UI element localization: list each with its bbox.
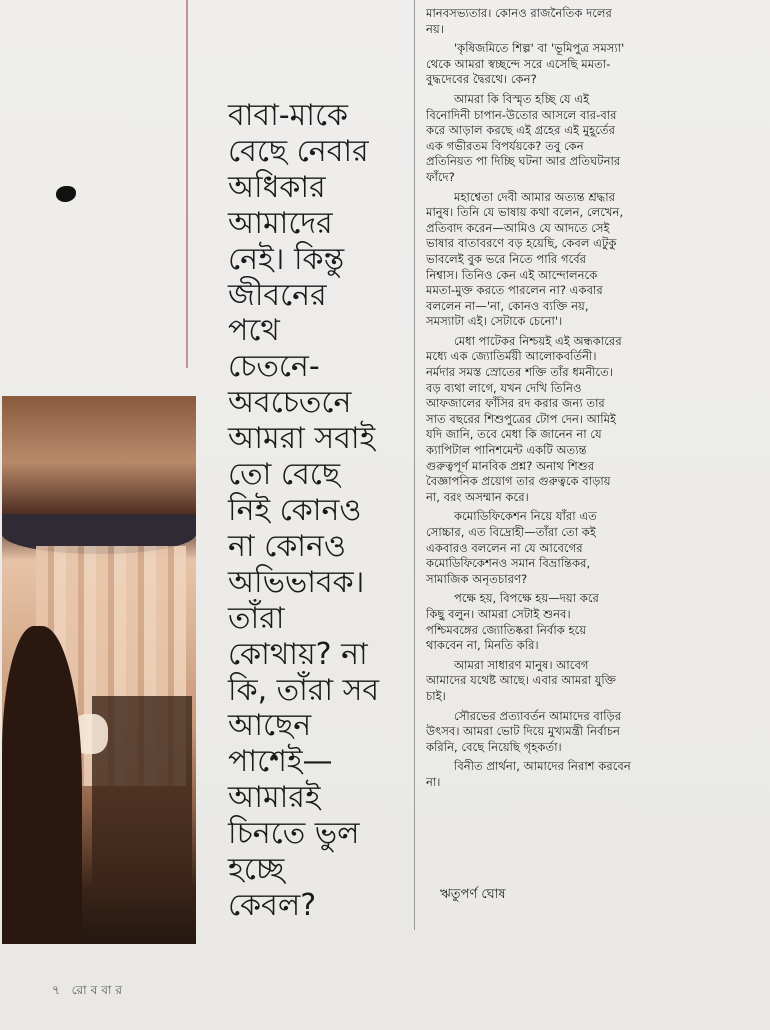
page-number: ৭ bbox=[52, 983, 64, 997]
body-line: নর্মদার সমস্ত স্রোতের শক্তি তাঁর ধমনীতে। bbox=[426, 365, 613, 380]
body-line: সোচ্চার, এত বিদ্রোহী—তাঁরা তো কই bbox=[426, 525, 596, 539]
body-line: কমোডিফিকেশনও সমান বিভ্রান্তিকর, bbox=[426, 556, 591, 571]
body-line: বললেন না—'না, কোনও ব্যক্তি নয়, bbox=[426, 298, 589, 313]
body-line: ভাবলেই বুক ভরে নিতে পারি গর্বের bbox=[426, 251, 587, 266]
pull-quote-line: পাশেই— bbox=[228, 744, 333, 780]
pull-quote-line: অভিভাবক। bbox=[228, 564, 365, 600]
pull-quote-line: আমারই bbox=[228, 780, 321, 816]
photo-figure bbox=[2, 626, 82, 944]
body-line: যদি জানি, তবে মেধা কি জানেন না যে bbox=[426, 427, 602, 442]
body-line: মহাশ্বেতা দেবী আমার অত্যন্ত শ্রদ্ধার bbox=[454, 189, 615, 204]
body-line: মেধা পাটেকর নিশ্চয়ই এই অন্ধকারের bbox=[454, 333, 622, 348]
pull-quote-line: আমরা সবাই bbox=[228, 421, 376, 457]
pull-quote-line: চিনতে ভুল bbox=[228, 816, 360, 852]
page-footer bbox=[52, 982, 126, 1002]
body-line: মানবসভ্যতার। কোনও রাজনৈতিক দলের bbox=[426, 6, 612, 20]
pull-quote-line: বেছে নেবার bbox=[228, 133, 369, 169]
pull-quote-line: হচ্ছে bbox=[228, 852, 285, 888]
body-line: চাই। bbox=[426, 688, 446, 703]
body-line: মানুষ। তিনি যে ভাষায় কথা বলেন, লেখেন, bbox=[426, 205, 624, 220]
body-line: পশ্চিমবঙ্গের জ্যোতিষ্করা নির্বাক হয়ে bbox=[426, 622, 587, 637]
body-line: ফাঁদে? bbox=[426, 169, 455, 184]
body-line: বিনোদিনী চাপান-উতোর আসলে বার-বার bbox=[426, 107, 617, 122]
ink-blot bbox=[56, 186, 76, 202]
pull-quote-line: কোথায়? না bbox=[228, 636, 368, 672]
body-line: মমতা-মুক্ত করতে পারলেন না? একবার bbox=[426, 283, 603, 298]
body-line: প্রতিনিয়ত পা দিচ্ছি ঘটনা আর প্রতিঘটনার bbox=[426, 154, 621, 169]
pull-quote-line: চেতনে- bbox=[228, 349, 320, 385]
pull-quote-line: জীবনের bbox=[228, 277, 327, 313]
body-line: থাকবেন না, মিনতি করি। bbox=[426, 638, 539, 653]
photo-interior bbox=[2, 396, 196, 944]
body-line: প্রতিবাদ করেন—আমিও যে আদতে সেই bbox=[426, 220, 610, 235]
body-line: বিনীত প্রার্থনা, আমাদের নিরাশ করবেন bbox=[454, 759, 631, 774]
pull-quote-line: নেই। কিন্তু bbox=[228, 241, 345, 277]
body-line: না। bbox=[426, 774, 441, 789]
body-line: নিশ্বাস। তিনিও কেন এই আন্দোলনকে bbox=[426, 267, 598, 282]
pull-quote-line: কেবল? bbox=[228, 887, 317, 923]
body-line: আফজালের ফাঁসির রদ করার জন্য তার bbox=[426, 396, 605, 411]
body-line: সৌরভের প্রত্যাবর্তন আমাদের বাড়ির bbox=[454, 708, 622, 723]
body-line: বড় ব্যথা লাগে, যখন দেখি তিনিও bbox=[426, 380, 582, 395]
pull-quote-line: পথে bbox=[228, 313, 280, 349]
body-line: সমস্যাটা এই। সেটাকে চেনো'। bbox=[426, 314, 563, 329]
body-line: বুদ্ধদেবের দ্বৈরথে। কেন? bbox=[426, 72, 537, 87]
body-line: আমরা কি বিস্মৃত হচ্ছি যে এই bbox=[454, 91, 590, 106]
body-line: আমাদের যথেষ্ট আছে। এবার আমরা যুক্তি bbox=[426, 673, 616, 688]
body-line: নয়। bbox=[426, 21, 444, 36]
body-line: গুরুত্বপূর্ণ মানবিক প্রশ্ন? অনাথ শিশুর bbox=[426, 458, 595, 473]
pull-quote-line: অধিকার bbox=[228, 169, 326, 205]
body-line: সামাজিক অনৃতচারণ? bbox=[426, 571, 528, 586]
body-line: একবারও বললেন না যে আবেগের bbox=[426, 540, 583, 555]
pull-quote-line: তাঁরা bbox=[228, 600, 285, 636]
body-line: ক্যাপিটাল পানিশমেন্ট একটি অত্যন্ত bbox=[426, 443, 587, 458]
body-line: মধ্যে এক জ্যোতির্ময়ী আলোকবর্তিনী। bbox=[426, 349, 597, 364]
body-line: করে আড়াল করছে এই গ্রহের এই মুহূর্তের bbox=[426, 123, 616, 138]
body-line: 'কৃষিজমিতে শিল্প' বা 'ভূমিপুত্র সমস্যা' bbox=[454, 41, 625, 56]
body-line: সাত বছরের শিশুপুত্রের টোপ দেন। আমিই bbox=[426, 411, 617, 426]
column-rule bbox=[414, 0, 415, 930]
pull-quote-line: নিই কোনও bbox=[228, 492, 362, 528]
body-line: থেকে আমরা স্বচ্ছন্দে সরে এসেছি মমতা- bbox=[426, 56, 611, 71]
body-line: কমোডিফিকেশন নিয়ে যাঁরা এত bbox=[454, 509, 597, 524]
publication-name: রোববার bbox=[71, 983, 127, 997]
body-line: করিনি, বেছে নিয়েছি গৃহকর্তা। bbox=[426, 739, 562, 754]
pull-quote-line: অবচেতনে bbox=[228, 385, 352, 421]
author-signature: ঋতুপর্ণ ঘোষ bbox=[440, 887, 506, 902]
pull-quote-line: তো বেছে bbox=[228, 457, 341, 493]
body-line: না, বরং অসম্মান করে। bbox=[426, 489, 529, 504]
article-body bbox=[426, 6, 756, 791]
margin-rule bbox=[186, 0, 188, 368]
body-line: পক্ষে হয়, বিপক্ষে হয়—দয়া করে bbox=[454, 591, 599, 606]
pull-quote-line: কি, তাঁরা সব bbox=[228, 672, 380, 708]
body-line: এক গভীরতম বিপর্যয়কে? তবু কেন bbox=[426, 138, 584, 153]
body-line: বৈজ্ঞাপনিক প্রয়োগ তার গুরুত্বকে বাড়ায় bbox=[426, 474, 611, 489]
body-line: উৎসব। আমরা ভোট দিয়ে মুখ্যমন্ত্রী নির্বাচন bbox=[426, 724, 620, 739]
body-line: আমরা সাধারণ মানুষ। আবেগ bbox=[454, 657, 589, 672]
pull-quote-line: বাবা-মাকে bbox=[228, 98, 349, 133]
pull-quote-line: আমাদের bbox=[228, 205, 333, 241]
pull-quote-line: না কোনও bbox=[228, 528, 346, 564]
pull-quote-line: আছেন bbox=[228, 708, 312, 744]
body-line: ভাষার বাতাবরণে বড় হয়েছি, কেবল এটুকু bbox=[426, 236, 617, 251]
pull-quote bbox=[228, 98, 398, 924]
body-line: কিছু বলুন। আমরা সেটাই শুনব। bbox=[426, 606, 571, 621]
